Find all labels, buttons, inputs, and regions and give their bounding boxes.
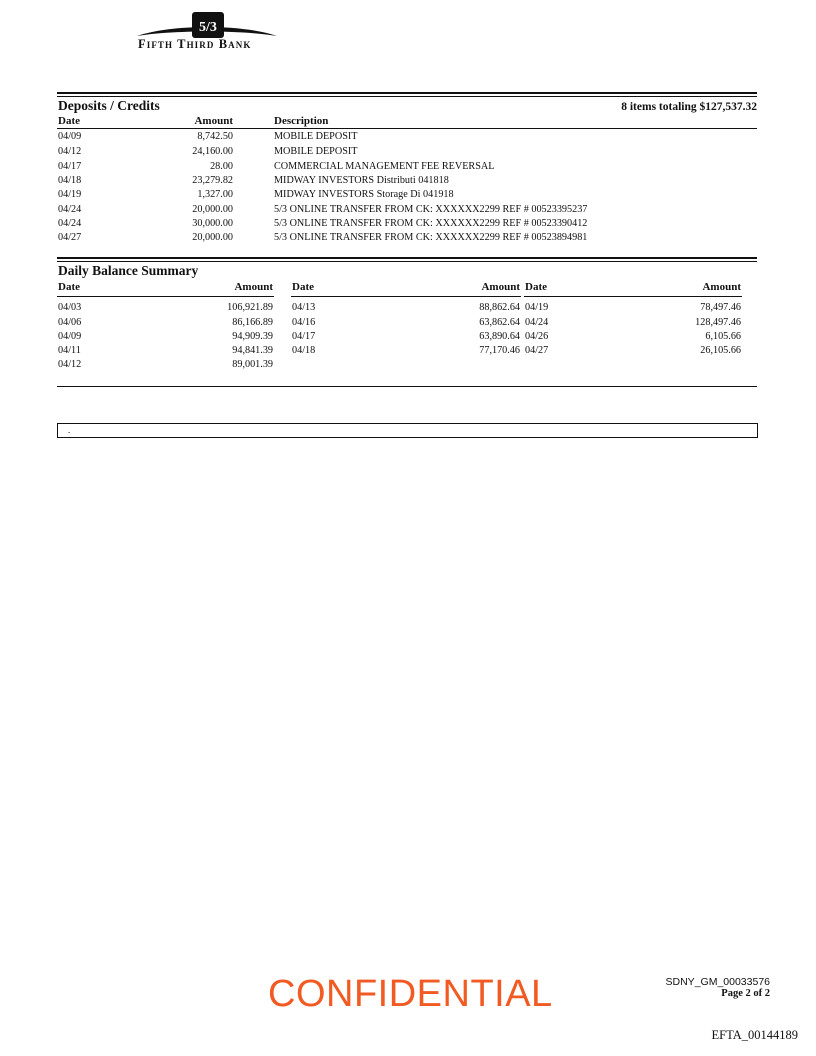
deposits-header-amount: Amount (194, 115, 233, 127)
section-rule-top (57, 92, 757, 94)
header-underline (291, 296, 521, 297)
balance-title: Daily Balance Summary (58, 263, 199, 278)
deposit-amount: 24,160.00 (192, 146, 233, 157)
section-rule-bottom (57, 386, 757, 387)
page-number: Page 2 of 2 (721, 988, 770, 999)
deposit-description: 5/3 ONLINE TRANSFER FROM CK: XXXXXX2299 REF # 00523390412 (274, 218, 588, 229)
deposit-date: 04/09 (58, 131, 82, 142)
deposit-description: MOBILE DEPOSIT (274, 131, 358, 142)
balance-date: 04/17 (292, 331, 316, 342)
balance-amount: 128,497.46 (695, 317, 741, 328)
balance-date: 04/12 (58, 359, 82, 370)
header-underline (57, 128, 757, 129)
logo-glyph: 5/3 (199, 20, 217, 35)
section-rule-top (57, 257, 757, 259)
header-underline (524, 296, 742, 297)
deposits-summary: 8 items totaling $127,537.32 (621, 101, 757, 113)
balance-date: 04/09 (58, 331, 82, 342)
deposits-header-description: Description (274, 115, 329, 127)
deposit-amount: 28.00 (210, 161, 233, 172)
balance-date: 04/24 (525, 317, 549, 328)
deposit-description: 5/3 ONLINE TRANSFER FROM CK: XXXXXX2299 REF # 00523894981 (274, 232, 588, 243)
bank-name: Fifth Third Bank (138, 37, 252, 51)
balance-amount: 94,909.39 (232, 331, 273, 342)
deposit-date: 04/24 (58, 218, 82, 229)
deposit-description: COMMERCIAL MANAGEMENT FEE REVERSAL (274, 161, 495, 172)
balance-date: 04/16 (292, 317, 316, 328)
balance-amount: 106,921.89 (227, 302, 273, 313)
deposit-amount: 8,742.50 (197, 131, 233, 142)
balance-date: 04/26 (525, 331, 549, 342)
balance-header-date: Date (292, 281, 314, 293)
balance-date: 04/18 (292, 345, 316, 356)
notice-box (57, 423, 758, 438)
deposit-description: 5/3 ONLINE TRANSFER FROM CK: XXXXXX2299 REF # 00523395237 (274, 204, 588, 215)
balance-amount: 88,862.64 (479, 302, 520, 313)
balance-amount: 63,862.64 (479, 317, 520, 328)
deposit-description: MIDWAY INVESTORS Storage Di 041918 (274, 189, 454, 200)
balance-date: 04/11 (58, 345, 81, 356)
deposit-date: 04/19 (58, 189, 82, 200)
deposit-date: 04/24 (58, 204, 82, 215)
balance-date: 04/06 (58, 317, 82, 328)
balance-amount: 63,890.64 (479, 331, 520, 342)
deposit-date: 04/18 (58, 175, 82, 186)
deposit-amount: 23,279.82 (192, 175, 233, 186)
deposits-header-date: Date (58, 115, 80, 127)
balance-amount: 86,166.89 (232, 317, 273, 328)
balance-amount: 6,105.66 (705, 331, 741, 342)
deposits-title: Deposits / Credits (58, 98, 160, 113)
efta-number: EFTA_00144189 (711, 1028, 798, 1042)
balance-amount: 26,105.66 (700, 345, 741, 356)
balance-header-amount: Amount (234, 281, 273, 293)
deposit-description: MOBILE DEPOSIT (274, 146, 358, 157)
section-rule-thin (57, 261, 757, 262)
balance-date: 04/13 (292, 302, 316, 313)
balance-date: 04/03 (58, 302, 82, 313)
confidential-stamp: CONFIDENTIAL (268, 973, 553, 1015)
balance-amount: 77,170.46 (479, 345, 520, 356)
deposit-amount: 1,327.00 (197, 189, 233, 200)
balance-header-date: Date (525, 281, 547, 293)
balance-amount: 89,001.39 (232, 359, 273, 370)
header-underline (57, 296, 274, 297)
notice-text: . (68, 425, 71, 435)
balance-date: 04/19 (525, 302, 549, 313)
balance-header-amount: Amount (481, 281, 520, 293)
deposit-date: 04/17 (58, 161, 82, 172)
deposit-amount: 20,000.00 (192, 232, 233, 243)
deposit-date: 04/12 (58, 146, 82, 157)
deposit-description: MIDWAY INVESTORS Distributi 041818 (274, 175, 449, 186)
balance-date: 04/27 (525, 345, 549, 356)
deposit-date: 04/27 (58, 232, 82, 243)
bates-number: SDNY_GM_00033576 (665, 976, 770, 988)
balance-amount: 94,841.39 (232, 345, 273, 356)
balance-header-amount: Amount (702, 281, 741, 293)
deposit-amount: 30,000.00 (192, 218, 233, 229)
balance-header-date: Date (58, 281, 80, 293)
section-rule-thin (57, 96, 757, 97)
balance-amount: 78,497.46 (700, 302, 741, 313)
deposit-amount: 20,000.00 (192, 204, 233, 215)
